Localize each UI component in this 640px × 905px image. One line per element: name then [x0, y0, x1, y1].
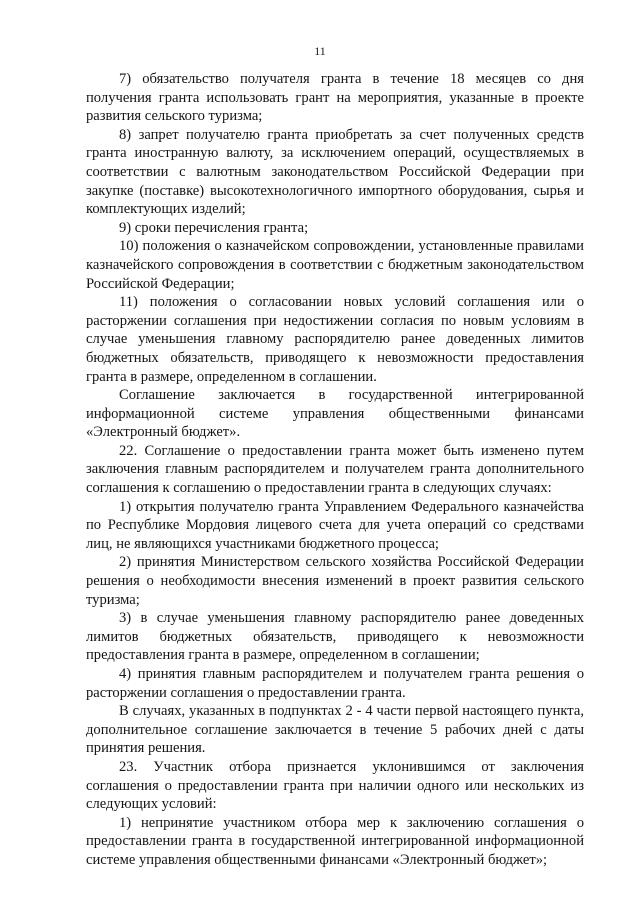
paragraph-22-case-3: 3) в случае уменьшения главному распорядителю ранее доведенных лимитов бюджетных обязательств, приводящего к невозможности предоставления гранта в размере, определенном в соглашении; — [86, 610, 584, 664]
paragraph-23-condition-1: 1) непринятие участником отбора мер к заключению соглашения о предоставлении гранта в государственной интегрированной информационной системе управления общественными финансами «Электронный бюджет»; — [86, 814, 584, 868]
paragraph-item-9-transfer-terms: 9) сроки перечисления гранта; — [119, 219, 309, 236]
paragraph-22-case-1: 1) открытия получателю гранта Управлением Федерального казначейства по Республике Мордовия лицевого счета для учета операций со средствами лиц, не являющихся участниками бюджетного процесса; — [86, 498, 584, 552]
document-body — [86, 70, 584, 870]
paragraph-22-case-2: 2) принятия Министерством сельского хозяйства Российской Федерации решения о необходимости внесения изменений в проект развития сельского туризма; — [86, 554, 584, 608]
paragraph-22-deadline: В случаях, указанных в подпунктах 2 - 4 части первой настоящего пункта, дополнительное соглашение заключается в течение 5 рабочих дней с даты принятия решения. — [86, 703, 584, 757]
paragraph-item-8-currency-ban: 8) запрет получателю гранта приобретать за счет полученных средств гранта иностранную валюту, за исключением операций, осуществляемых в соответствии с валютным законодательством Российской Федерации при закупке (поставке) высокотехнологичного импортного оборудования, сырья и комплектующих изделий; — [86, 126, 584, 218]
paragraph-22-case-4: 4) принятия главным распорядителем и получателем гранта решения о расторжении соглашения о предоставлении гранта. — [86, 666, 584, 701]
paragraph-item-10-treasury-support: 10) положения о казначейском сопровождении, установленные правилами казначейского сопровождения в соответствии с бюджетным законодательством Российской Федерации; — [86, 238, 584, 292]
paragraph-agreement-system: Соглашение заключается в государственной интегрированной информационной системе управления общественными финансами «Электронный бюджет». — [86, 387, 584, 441]
paragraph-section-22: 22. Соглашение о предоставлении гранта может быть изменено путем заключения главным распорядителем и получателем гранта дополнительного соглашения к соглашению о предоставлении гранта в следующих случаях: — [86, 442, 584, 497]
paragraph-section-23: 23. Участник отбора признается уклонившимся от заключения соглашения о предоставлении гранта при наличии одного или нескольких из следующих условий: — [86, 758, 584, 813]
page-number: 11 — [314, 44, 326, 58]
paragraph-item-11-new-terms: 11) положения о согласовании новых условий соглашения или о расторжении соглашения при недостижении согласия по новым условиям в случае уменьшения главному распорядителю ранее доведенных лимитов бюджетных обязательств, приводящего к невозможности предоставления гранта в размере, определенном в соглашении. — [86, 294, 584, 385]
paragraph-item-7-obligation: 7) обязательство получателя гранта в течение 18 месяцев со дня получения гранта использовать грант на мероприятия, указанные в проекте развития сельского туризма; — [86, 71, 584, 125]
